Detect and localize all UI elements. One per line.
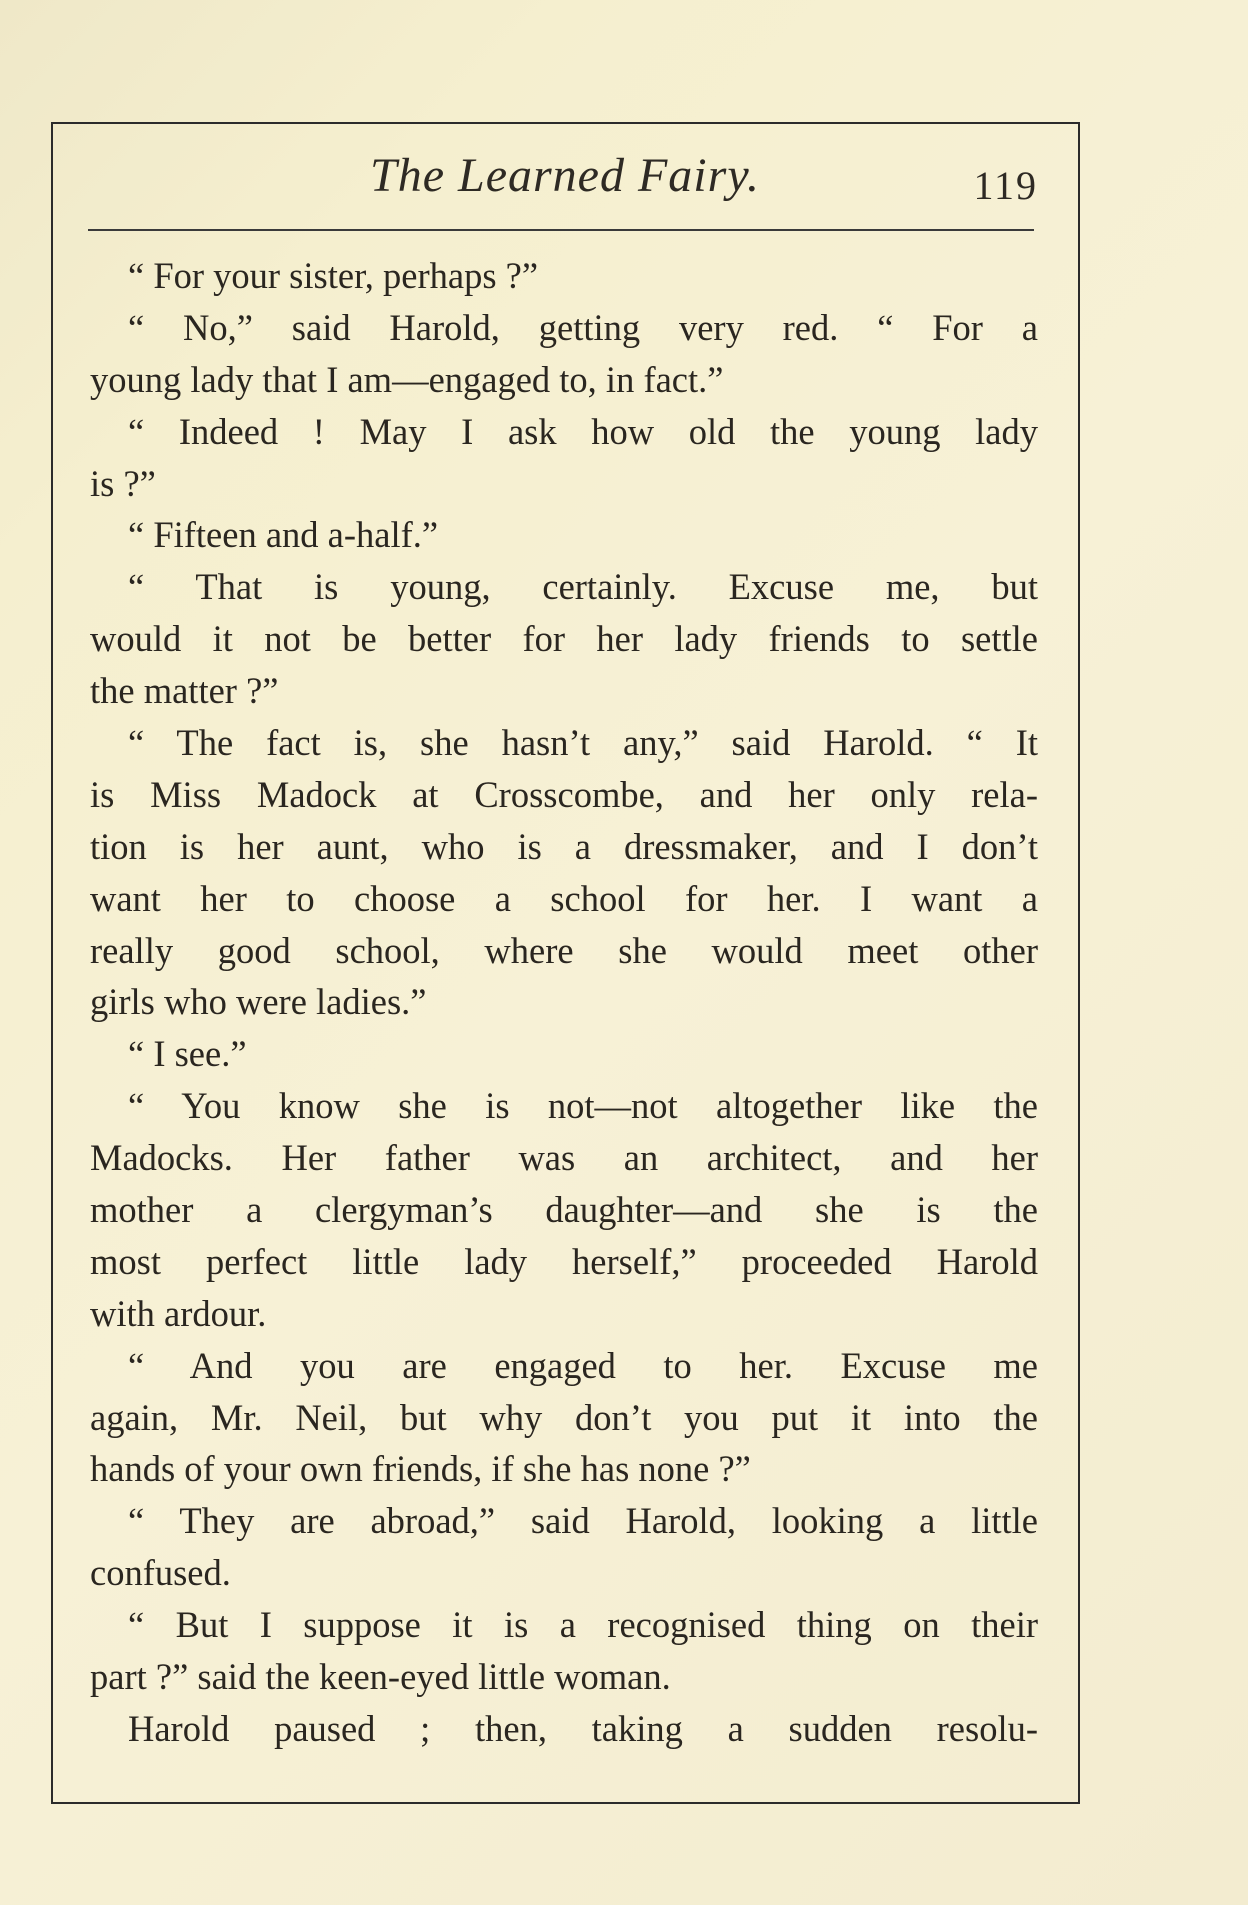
text-line: really good school, where she would meet other [90,929,1038,971]
text-line: hands of your own friends, if she has none ?” [90,1448,751,1490]
text-line: the matter ?” [90,670,279,712]
text-line: most perfect little lady herself,” proceeded Harold [90,1240,1038,1282]
text-line: “ Fifteen and a-half.” [128,514,439,556]
text-line: girls who were ladies.” [90,981,427,1023]
text-line: “ For your sister, perhaps ?” [128,255,539,296]
text-line: mother a clergyman’s daughter—and she is the [90,1189,1038,1231]
running-head [90,142,1040,212]
body-text [90,250,1038,1755]
text-line: again, Mr. Neil, but why don’t you put it into the [90,1396,1038,1438]
text-line: would it not be better for her lady friends to settle [90,618,1038,660]
text-line: “ But I suppose it is a recognised thing on their [128,1604,1038,1646]
text-line: Madocks. Her father was an architect, and her [90,1137,1038,1179]
text-line: “ They are abroad,” said Harold, looking a little [128,1500,1038,1542]
text-line: “ No,” said Harold, getting very red. “ For a [128,306,1038,348]
text-line: “ The fact is, she hasn’t any,” said Harold. “ It [128,722,1038,764]
header-rule [88,229,1034,231]
page-number: 119 [973,163,1038,208]
text-line: Harold paused ; then, taking a sudden resolu- [128,1707,1038,1749]
text-line: young lady that I am—engaged to, in fact.” [90,358,724,400]
running-title: The Learned Fairy. [370,149,760,202]
text-line: “ That is young, certainly. Excuse me, but [128,566,1038,608]
text-line: is Miss Madock at Crosscombe, and her only rela- [90,773,1038,815]
text-line: want her to choose a school for her. I want a [90,877,1038,919]
text-line: tion is her aunt, who is a dressmaker, and I don’t [90,825,1038,867]
text-line: “ And you are engaged to her. Excuse me [128,1344,1038,1386]
text-line: confused. [90,1552,231,1594]
text-line: part ?” said the keen-eyed little woman. [90,1656,671,1698]
text-line: with ardour. [90,1292,267,1334]
text-line: is ?” [90,462,156,504]
text-line: “ You know she is not—not altogether like the [128,1085,1038,1127]
text-line: “ I see.” [128,1033,247,1075]
text-line: “ Indeed ! May I ask how old the young lady [128,410,1038,452]
